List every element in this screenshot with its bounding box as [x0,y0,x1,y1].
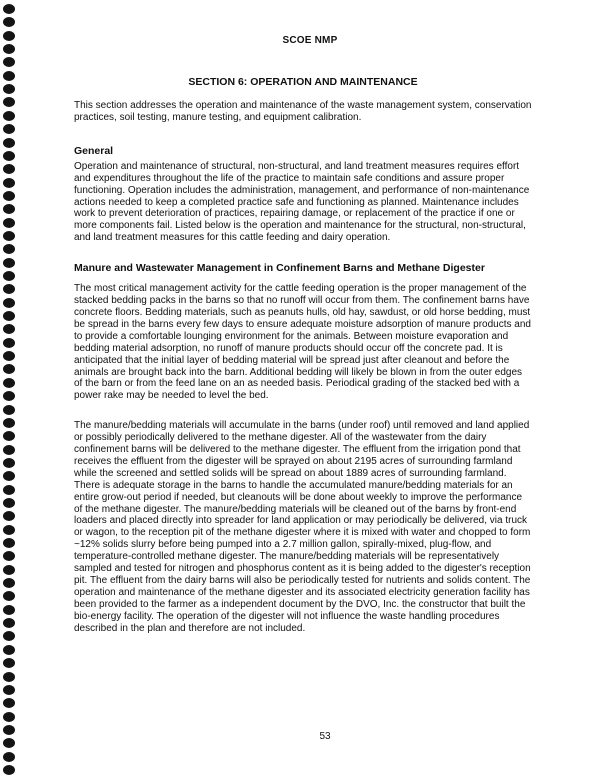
general-heading: General [74,144,114,157]
binding-ring [3,244,15,254]
binding-ring [3,178,15,188]
binding-ring [3,71,15,81]
general-paragraph: Operation and maintenance of structural, non-structural, and land treatment measures requires effort and expenditures throughout the life of the practice to maintain safe conditions and assure proper functioning. Operation includes the administration, management, and performance of non-maintenance actions needed to keep a completed practice safe and functioning as planned. Maintenance includes work to prevent deterioration of practices, repairing damage, or replacement of the practice if one or more components fail. Listed below is the operation and maintenance for the structural, non-structural, and land treatment measures for this cattle feeding and dairy operation. [74,160,530,244]
binding-ring [3,685,15,695]
document-header: SCOE NMP [282,35,338,46]
binding-ring [3,712,15,722]
binding-ring [3,124,15,134]
binding-ring [3,17,15,27]
binding-ring [3,151,15,161]
page-content [74,64,532,647]
binding-ring [3,645,15,655]
binding-ring [3,364,15,374]
binding-ring [3,565,15,575]
binding-ring [3,445,15,455]
page-number: 53 [319,731,331,742]
binding-ring [3,258,15,268]
section-title: SECTION 6: OPERATION AND MAINTENANCE [188,76,418,88]
binding-ring [3,418,15,428]
spiral-binding [0,0,22,783]
binding-ring [3,84,15,94]
binding-ring [3,672,15,682]
binding-ring [3,191,15,201]
binding-ring [3,378,15,388]
binding-ring [3,284,15,294]
binding-ring [3,591,15,601]
binding-ring [3,405,15,415]
binding-ring [3,471,15,481]
binding-ring [3,578,15,588]
binding-ring [3,752,15,762]
binding-ring [3,605,15,615]
binding-ring [3,658,15,668]
binding-ring [3,725,15,735]
binding-ring [3,4,15,14]
binding-ring [3,631,15,641]
binding-ring [3,551,15,561]
binding-ring [3,738,15,748]
binding-ring [3,164,15,174]
binding-ring [3,324,15,334]
binding-ring [3,498,15,508]
binding-ring [3,311,15,321]
binding-ring [3,271,15,281]
binding-ring [3,97,15,107]
binding-ring [3,231,15,241]
manure-paragraph-1: The most critical management activity for the cattle feeding operation is the proper management of the stacked bedding packs in the barns so that no runoff will occur from them. The confinement barns have concrete floors. Bedding materials, such as peanuts hulls, old hay, sawdust, or old horse bedding, must be spread in the barns every few days to ensure adequate moisture adsorption of manure products and to provide a comfortable lounging environment for the animals. Between moisture evaporation and bedding material adsorption, no runoff of manure products should occur off the concrete pad. It is anticipated that the initial layer of bedding material will be spread just after cleanout and before the animals are brought back into the barn. Additional bedding will likely be blown in from the outer edges of the barn or from the feed lane on an as needed basis. Periodical grading of the stacked bed with a power rake may be needed to level the bed. [74,283,531,402]
binding-ring [3,698,15,708]
manure-paragraph-2: The manure/bedding materials will accumulate in the barns (under roof) until removed and land applied or possibly periodically delivered to the methane digester. All of the wastewater from the dairy confinement barns will be delivered to the methane digester. The effluent from the irrigation pond that receives the effluent from the digester will be sprayed on about 2195 acres of surrounding farmland while the screened and settled solids will be spread on about 1889 acres of surrounding farmland. There is adequate storage in the barns to handle the accumulated manure/bedding materials for an entire grow-out period if needed, but cleanouts will be done about weekly to improve the performance of the methane digester. The manure/bedding materials will be cleaned out of the barns by front-end loaders and placed directly into spreader for land application or may periodically be delivered, via truck or wagon, to the reception pit of the methane digester where it is mixed with water and chopped to form ~12% solids slurry before being pumped into a 2.7 million gallon, spirally-mixed, plug-flow, and temperature-controlled methane digester. The manure/bedding materials will be representatively sampled and tested for nitrogen and phosphorus content as it is being added to the digester's reception pit. The effluent from the dairy barns will also be periodically tested for nutrients and solids content. The operation and maintenance of the methane digester and its associated electricity generation facility has been provided to the farmer as a independent document by the DVO, Inc. the constructor that built the bio-energy facility. The operation of the digester will not influence the waste handling procedures described in the plan and therefore are not included. [74,420,531,634]
binding-ring [3,485,15,495]
section-intro: This section addresses the operation and maintenance of the waste management system, conservation practices, soil testing, manure testing, and equipment calibration. [74,100,532,123]
binding-ring [3,138,15,148]
binding-ring [3,338,15,348]
manure-heading: Manure and Wastewater Management in Confinement Barns and Methane Digester [74,262,485,275]
binding-ring [3,618,15,628]
binding-ring [3,218,15,228]
binding-ring [3,391,15,401]
binding-ring [3,351,15,361]
binding-ring [3,765,15,775]
binding-ring [3,31,15,41]
binding-ring [3,111,15,121]
binding-ring [3,511,15,521]
binding-ring [3,57,15,67]
binding-ring [3,458,15,468]
binding-ring [3,538,15,548]
binding-ring [3,431,15,441]
binding-ring [3,525,15,535]
binding-ring [3,298,15,308]
binding-ring [3,204,15,214]
binding-ring [3,44,15,54]
